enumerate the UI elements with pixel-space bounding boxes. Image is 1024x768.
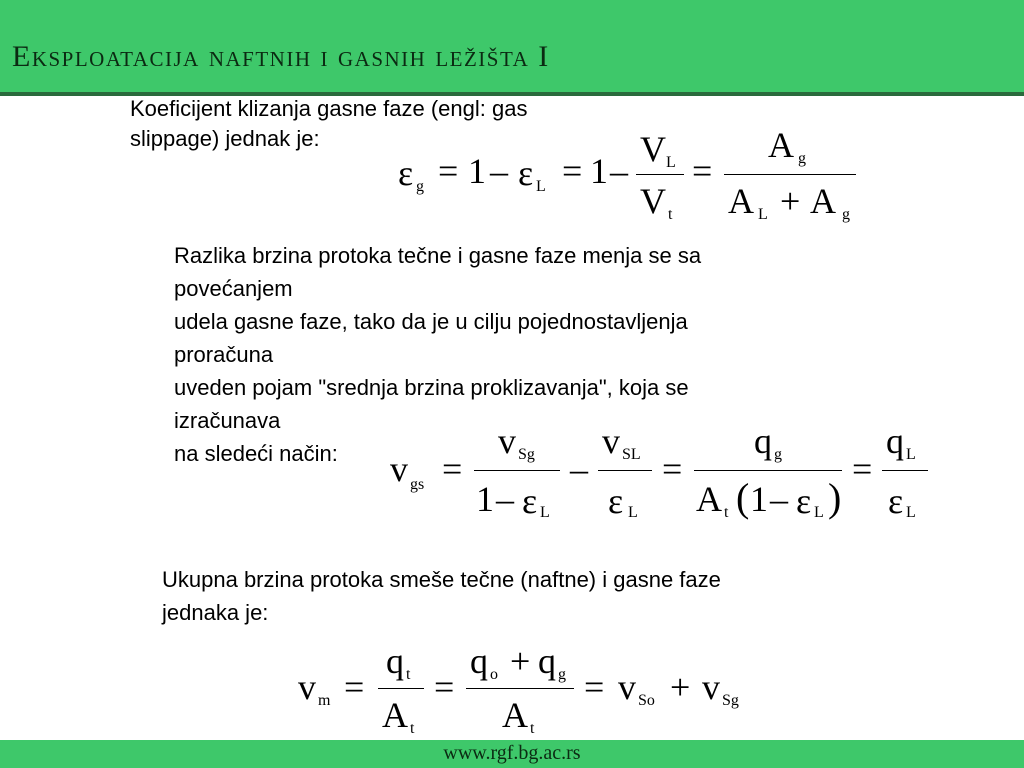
formula-subscript: L — [628, 504, 638, 521]
text-line: uveden pojam "srednja brzina proklizavanja", koja se — [174, 375, 689, 400]
formula-subscript: L — [758, 206, 768, 223]
text-line: Razlika brzina protoka tečne i gasne faze menja se sa — [174, 243, 702, 268]
formula-symbol: v — [498, 421, 516, 461]
formula-subscript: Sg — [722, 692, 739, 709]
formula-subscript: g — [774, 446, 782, 463]
formula-symbol: A — [382, 695, 408, 735]
formula-symbol: ε — [398, 153, 414, 193]
formula-subscript: L — [814, 504, 824, 521]
formula-symbol: 1 — [468, 151, 486, 191]
text-line: na sledeći način: — [174, 441, 338, 466]
text-line: udela gasne faze, tako da je u cilju pojednostavljenja — [174, 309, 688, 334]
text-line: Ukupna brzina protoka smeše tečne (naftne) i gasne faze — [162, 567, 721, 592]
formula-subscript: g — [798, 150, 806, 167]
fraction-bar — [636, 174, 684, 175]
formula-symbol: q — [538, 641, 556, 681]
formula-symbol: A — [810, 181, 836, 221]
formula-subscript: Sg — [518, 446, 535, 463]
formula-operator: – — [490, 151, 508, 191]
formula-subscript: m — [318, 692, 331, 709]
formula-subscript: gs — [410, 476, 425, 493]
formula-symbol: A — [502, 695, 528, 735]
formula-symbol: ε — [608, 481, 624, 521]
text-line: Koeficijent klizanja gasne faze (engl: gas — [130, 96, 528, 121]
formula-symbol: 1 — [590, 151, 608, 191]
fraction-bar — [882, 470, 928, 471]
formula-operator: = — [662, 449, 683, 489]
formula-symbol: v — [298, 667, 316, 707]
formula-symbol: A — [768, 125, 794, 165]
formula-symbol: v — [618, 667, 636, 707]
text-line: slippage) jednak je: — [130, 126, 320, 151]
formula-paren: ( — [736, 475, 750, 520]
formula-symbol: V — [640, 181, 666, 221]
formula-subscript: g — [416, 178, 424, 195]
fraction-bar — [694, 470, 842, 471]
formula-symbol: ε — [518, 153, 534, 193]
paragraph-slip-velocity — [174, 239, 701, 470]
formula-symbol: v — [702, 667, 720, 707]
formula-symbol: 1 — [750, 479, 768, 519]
paragraph-mixture-velocity — [162, 563, 721, 629]
text-line: izračunava — [174, 408, 281, 433]
formula-subscript: L — [906, 446, 916, 463]
formula-subscript: L — [906, 504, 916, 521]
formula-symbol: q — [386, 641, 404, 681]
formula-operator: – — [770, 479, 788, 519]
formula-subscript: o — [490, 666, 498, 683]
slide-title: Eksploatacija naftnih i gasnih ležišta I — [12, 40, 550, 73]
formula-operator: – — [496, 479, 514, 519]
fraction-bar — [474, 470, 560, 471]
formula-symbol: A — [728, 181, 754, 221]
formula-operator: = — [852, 449, 873, 489]
formula-subscript: t — [410, 720, 415, 737]
formula-operator: = — [438, 151, 459, 191]
text-line: povećanjem — [174, 276, 293, 301]
formula-operator: = — [434, 667, 455, 707]
formula-subscript: SL — [622, 446, 641, 463]
formula-paren: ) — [828, 475, 842, 520]
text-line: proračuna — [174, 342, 274, 367]
formula-symbol: v — [602, 421, 620, 461]
formula-subscript: t — [406, 666, 411, 683]
formula-symbol: ε — [888, 481, 904, 521]
paragraph-slip-coefficient — [130, 94, 527, 154]
formula-operator: + — [510, 641, 531, 681]
formula-subscript: L — [540, 504, 550, 521]
formula-operator: + — [670, 667, 691, 707]
formula-subscript: t — [668, 206, 673, 223]
formula-subscript: g — [842, 206, 850, 223]
formula-operator: + — [780, 181, 801, 221]
formula-operator: = — [344, 667, 365, 707]
formula-symbol: q — [886, 421, 904, 461]
footer-url: www.rgf.bg.ac.rs — [443, 742, 581, 764]
formula-symbol: 1 — [476, 479, 494, 519]
fraction-bar — [466, 688, 574, 689]
formula-subscript: g — [558, 666, 566, 683]
formula-subscript: L — [536, 178, 546, 195]
formula-operator: = — [584, 667, 605, 707]
formula-operator: – — [570, 449, 588, 489]
formula-operator: = — [562, 151, 583, 191]
formula-symbol: v — [390, 449, 408, 489]
formula-symbol: V — [640, 129, 666, 169]
formula-operator: = — [692, 151, 713, 191]
formula-subscript: t — [530, 720, 535, 737]
formula-subscript: So — [638, 692, 655, 709]
formula-operator: – — [610, 151, 628, 191]
text-line: jednaka je: — [162, 600, 269, 625]
formula-symbol: q — [470, 641, 488, 681]
fraction-bar — [598, 470, 652, 471]
formula-symbol: q — [754, 421, 772, 461]
fraction-bar — [378, 688, 424, 689]
formula-subscript: L — [666, 154, 676, 171]
formula-operator: = — [442, 449, 463, 489]
fraction-bar — [724, 174, 856, 175]
formula-symbol: A — [696, 479, 722, 519]
formula-symbol: ε — [796, 481, 812, 521]
formula-symbol: ε — [522, 481, 538, 521]
formula-subscript: t — [724, 504, 729, 521]
